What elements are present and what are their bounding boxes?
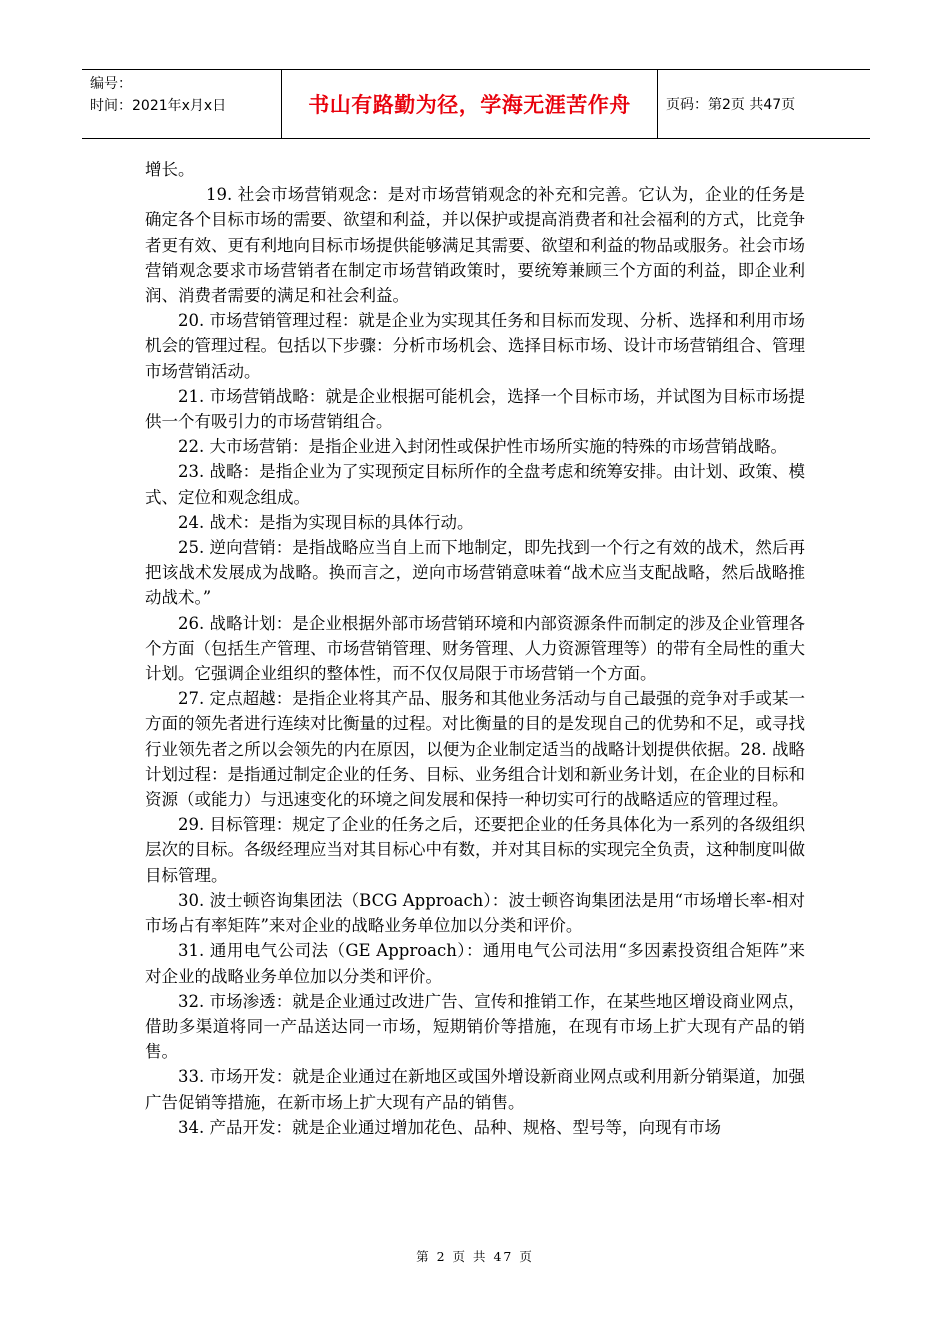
date-label: 时间：2021年x月x日: [90, 98, 227, 114]
doc-number-label: 编号：: [90, 76, 132, 92]
paragraph: 33. 市场开发：就是企业通过在新地区或国外增设新商业网点或利用新分销渠道，加强广告促销等措施，在新市场上扩大现有产品的销售。: [145, 1067, 805, 1112]
header-page-label: 页码：第2页 共47页: [666, 97, 796, 113]
paragraph: 增长。: [145, 160, 195, 179]
paragraph: 27. 定点超越：是指企业将其产品、服务和其他业务活动与自己最强的竞争对手或某一方面的领先者进行连续对比衡量的过程。对比衡量的目的是发现自己的优势和不足，或寻找行业领先者之所以会领先的内在原因，以便为企业制定适当的战略计划提供依据。28. 战略计划过程：是指通过制定企业的任务、目标、业务组合计划和新业务计划，在企业的目标和资源（或能力）与迅速变化的环境之间发展和保持一种切实可行的战略适应的管理过程。: [145, 689, 805, 810]
paragraph: 32. 市场渗透：就是企业通过改进广告、宣传和推销工作，在某些地区增设商业网点，借助多渠道将同一产品送达同一市场，短期销价等措施，在现有市场上扩大现有产品的销售。: [145, 991, 805, 1062]
paragraph: 23. 战略：是指企业为了实现预定目标所作的全盘考虑和统筹安排。由计划、政策、模式、定位和观念组成。: [145, 462, 805, 507]
page-footer: 第 2 页 共 47 页: [416, 1249, 534, 1264]
paragraph: 34. 产品开发：就是企业通过增加花色、品种、规格、型号等，向现有市场: [178, 1117, 721, 1137]
paragraph: 26. 战略计划：是企业根据外部市场营销环境和内部资源条件而制定的涉及企业管理各个方面（包括生产管理、市场营销管理、财务管理、人力资源管理等）的带有全局性的重大计划。它强调企业组织的整体性，而不仅仅局限于市场营销一个方面。: [145, 613, 805, 684]
paragraph: 22. 大市场营销：是指企业进入封闭性或保护性市场所实施的特殊的市场营销战略。: [178, 437, 787, 457]
page-header: [82, 69, 870, 139]
paragraph: 20. 市场营销管理过程：就是企业为实现其任务和目标而发现、分析、选择和利用市场机会的管理过程。包括以下步骤：分析市场机会、选择目标市场、设计市场营销组合、管理市场营销活动。: [145, 311, 805, 381]
paragraph: 24. 战术：是指为实现目标的具体行动。: [178, 512, 474, 532]
paragraph: 21. 市场营销战略：就是企业根据可能机会，选择一个目标市场，并试图为目标市场提供一个有吸引力的市场营销组合。: [145, 386, 805, 432]
paragraph: 29. 目标管理：规定了企业的任务之后，还要把企业的任务具体化为一系列的各级组织层次的目标。各级经理应当对其目标心中有数，并对其目标的实现完全负责，这种制度叫做目标管理。: [145, 815, 805, 885]
paragraph: 19. 社会市场营销观念：是对市场营销观念的补充和完善。它认为，企业的任务是确定各个目标市场的需要、欲望和利益，并以保护或提高消费者和社会福利的方式，比竞争者更有效、更有利地向目标市场提供能够满足其需要、欲望和利益的物品或服务。社会市场营销观念要求市场营销者在制定市场营销政策时，要统筹兼顾三个方面的利益，即企业利润、消费者需要的满足和社会利益。: [145, 185, 805, 306]
paragraph: 25. 逆向营销：是指战略应当自上而下地制定，即先找到一个行之有效的战术，然后再把该战术发展成为战略。换而言之，逆向市场营销意味着“战术应当支配战略，然后战略推动战术。”: [145, 538, 805, 608]
paragraph: 30. 波士顿咨询集团法（BCG Approach）：波士顿咨询集团法是用“市场增长率-相对市场占有率矩阵”来对企业的战略业务单位加以分类和评价。: [145, 890, 805, 936]
body-text: [145, 157, 805, 1140]
paragraph: 31. 通用电气公司法（GE Approach）：通用电气公司法用“多因素投资组合矩阵”来对企业的战略业务单位加以分类和评价。: [145, 941, 805, 986]
header-left-cell: [82, 70, 282, 138]
header-motto: 书山有路勤为径，学海无涯苦作舟: [282, 70, 658, 138]
